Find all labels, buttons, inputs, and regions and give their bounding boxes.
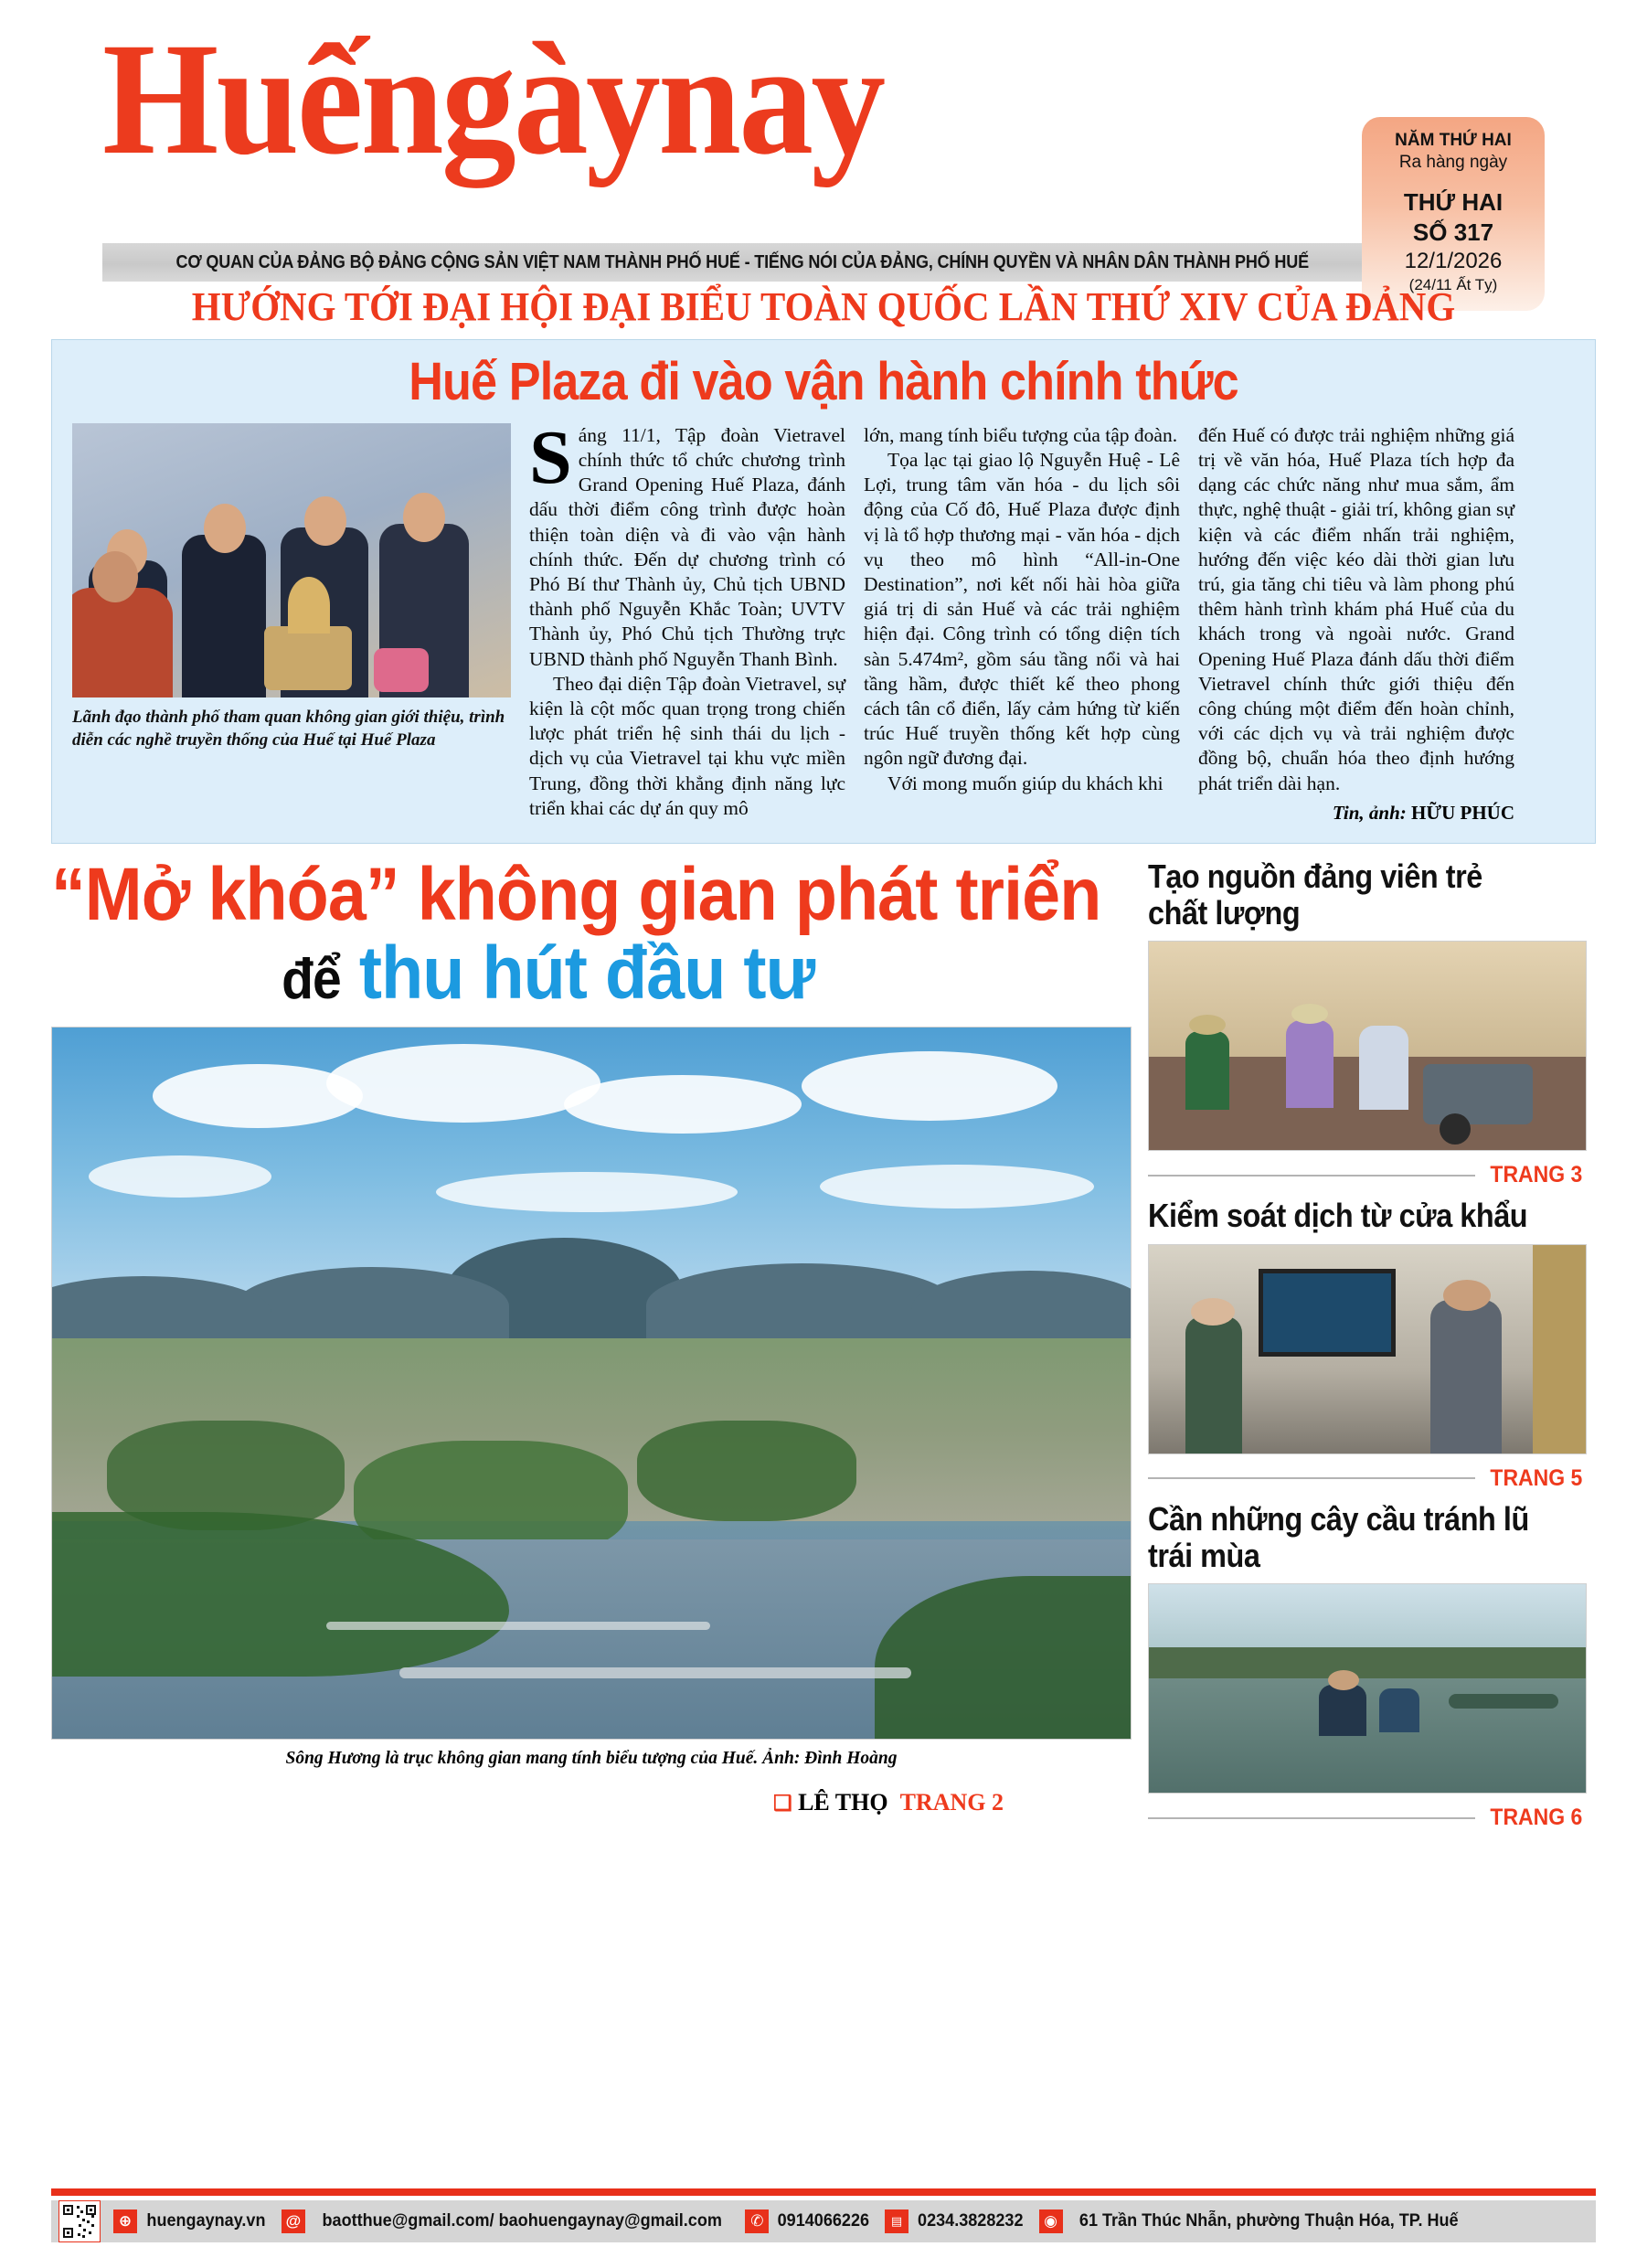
sidebar-footer-3 (1148, 1805, 1587, 1831)
feature-byline (51, 1789, 1132, 1816)
address-text: 61 Trần Thúc Nhẫn, phường Thuận Hóa, TP. Huế (1079, 2211, 1459, 2231)
sidebar-item-3[interactable] (1148, 1501, 1587, 1832)
footer-contact-bar (51, 2200, 1596, 2242)
location-pin-icon: ◉ (1039, 2209, 1063, 2233)
email-text: baotthue@gmail.com/ baohuengaynay@gmail.com (322, 2211, 722, 2231)
footer-address (1039, 2209, 1469, 2233)
footer-rule (51, 2188, 1596, 2196)
sidebar-photo-border-control (1148, 1244, 1587, 1454)
paragraph: Sáng 11/1, Tập đoàn Vietravel chính thức tổ chức chương trình Grand Opening Huế Plaza, đánh dấu thời điểm công trình được hoàn thiện toàn diện và đi vào vận hành chính thức. Đến dự chương trình có Phó Bí thư Thành ủy, Chủ tịch UBND thành phố Nguyễn Khắc Toàn; UVTV Thành ủy, Phó Chủ tịch Thường trực UBND thành phố Nguyễn Thanh Bình. (529, 414, 845, 670)
masthead (51, 0, 1596, 294)
footer (51, 2188, 1596, 2242)
sidebar-page-ref[interactable]: TRANG 6 (1490, 1805, 1583, 1831)
top-article-column-2 (529, 414, 845, 825)
feature-section (51, 852, 1596, 1832)
feature-headline-line2 (51, 932, 1045, 1016)
top-article-text-col3 (1198, 423, 1514, 796)
paragraph: lớn, mang tính biểu tượng của tập đoàn. (864, 423, 1178, 446)
issue-year: NĂM THỨ HAI (1395, 131, 1512, 150)
paragraph: đến Huế có được trải nghiệm những giá trị về văn hóa, Huế Plaza tích hợp đa dạng các chức năng như mua sắm, ẩm thực, nghệ thuật - giải trí, không gian sự kiện và các điểm nhấn trải nghiệm, hướng đến việc kéo dài thời gian lưu trú, gia tăng chi tiêu và làm phong phú thêm hành trình khám phá Huế của du khách trong và ngoài nước. Grand Opening Huế Plaza đánh dấu thời điểm Vietravel chính thức giới thiệu đến công chúng một điểm đến hoàn chỉnh, với các dịch vụ và trải nghiệm được đồng bộ, chuẩn hóa theo định hướng phát triển dài hạn. (1198, 423, 1514, 794)
feature-headline-blue: thu hút đầu tư (358, 932, 815, 1016)
sidebar-headline[interactable]: Cần những cây cầu tránh lũ trái mùa (1148, 1499, 1529, 1574)
sidebar-footer-1 (1148, 1162, 1587, 1188)
top-article-text-col1 (529, 414, 845, 821)
top-article-byline (1198, 802, 1514, 825)
top-article-body (72, 414, 1575, 825)
feature-author: LÊ THỌ (798, 1789, 888, 1816)
feature-photo-caption: Sông Hương là trục không gian mang tính biểu tượng của Huế. Ảnh: Đình Hoàng (285, 1749, 898, 1769)
sidebar-footer-2 (1148, 1465, 1587, 1492)
issue-weekday: THỨ HAI (1403, 188, 1504, 217)
sidebar (1148, 858, 1587, 1832)
footer-website[interactable] (113, 2209, 269, 2233)
sidebar-headline[interactable]: Tạo nguồn đảng viên trẻ chất lượng (1148, 857, 1482, 932)
masthead-logo[interactable] (102, 10, 942, 188)
sidebar-photo-workers (1148, 941, 1587, 1151)
top-article-column-1 (72, 423, 511, 825)
sidebar-photo-flood (1148, 1583, 1587, 1794)
fax-icon: ▤ (885, 2209, 909, 2233)
issue-date: 12/1/2026 (1404, 249, 1503, 274)
sidebar-page-ref[interactable]: TRANG 5 (1490, 1464, 1583, 1491)
top-article-column-4 (1198, 423, 1514, 825)
top-article-photo (72, 423, 511, 697)
feature-headline[interactable] (51, 852, 1101, 1016)
byline-name: HỮU PHÚC (1411, 801, 1514, 824)
footer-phone[interactable] (745, 2209, 872, 2233)
top-article-column-3 (864, 423, 1180, 825)
footer-fax[interactable] (885, 2209, 1026, 2233)
top-article-text-col2 (864, 423, 1180, 796)
feature-article[interactable] (51, 852, 1132, 1832)
sidebar-headline[interactable]: Kiểm soát dịch từ cửa khẩu (1148, 1197, 1528, 1235)
globe-icon: ⊕ (113, 2209, 137, 2233)
feature-headline-de: để (282, 948, 341, 1012)
feature-headline-line1: “Mở khóa” không gian phát triển (51, 852, 1101, 936)
top-article-headline[interactable]: Huế Plaza đi vào vận hành chính thức (409, 352, 1238, 411)
congress-banner: HƯỚNG TỚI ĐẠI HỘI ĐẠI BIỂU TOÀN QUỐC LẦN THỨ XIV CỦA ĐẢNG (191, 284, 1456, 329)
paragraph: Tọa lạc tại giao lộ Nguyễn Huệ - Lê Lợi, trung tâm văn hóa - du lịch sôi động của Cố đô, Huế Plaza được định vị là tổ hợp thương mại - văn hóa - dịch vụ theo mô hình “All-in-One Destination”, nơi kết nối hài hòa giữa giá trị di sản Huế và các trải nghiệm hiện đại. Công trình có tổng diện tích sàn 5.474m², gồm sáu tầng nổi và hai tầng hầm, được thiết kế theo phong cách tân cổ điển, lấy cảm hứng từ kiến trúc Huế truyền thống kết hợp cùng ngôn ngữ đương đại. (864, 449, 1180, 770)
masthead-tagline: CƠ QUAN CỦA ĐẢNG BỘ ĐẢNG CỘNG SẢN VIỆT NAM THÀNH PHỐ HUẾ - TIẾNG NÓI CỦA ĐẢNG, CHÍNH QUYỀN VÀ NHÂN DÂN THÀNH PHỐ HUẾ (175, 251, 1309, 272)
divider (1148, 1817, 1475, 1819)
fax-text: 0234.3828232 (918, 2211, 1024, 2231)
sidebar-item-2[interactable] (1148, 1198, 1587, 1491)
paragraph: Theo đại diện Tập đoàn Vietravel, sự kiện là cột mốc quan trọng trong chiến lược phát triển hệ sinh thái du lịch - dịch vụ của Vietravel tại khu vực miền Trung, đồng thời khẳng định năng lực triển khai các dự án quy mô (529, 672, 845, 819)
at-icon: @ (282, 2209, 305, 2233)
qr-code-icon[interactable] (58, 2200, 101, 2242)
feature-photo-river (51, 1027, 1132, 1740)
sidebar-page-ref[interactable]: TRANG 3 (1490, 1162, 1583, 1188)
bullet-square-icon: ❑ (772, 1792, 792, 1815)
issue-lunar-date: (24/11 Ất Tỵ) (1408, 276, 1498, 294)
phone-icon: ✆ (745, 2209, 769, 2233)
top-article[interactable] (51, 339, 1596, 844)
footer-email[interactable] (282, 2209, 732, 2233)
masthead-logo-text: Huếngàynay (102, 10, 884, 188)
sidebar-item-1[interactable] (1148, 858, 1587, 1189)
top-article-photo-caption: Lãnh đạo thành phố tham quan không gian giới thiệu, trình diễn các nghề truyền thống của Huế tại Huế Plaza (72, 707, 505, 750)
feature-page-ref[interactable]: TRANG 2 (899, 1789, 1004, 1816)
divider (1148, 1477, 1475, 1479)
issue-frequency: Ra hàng ngày (1398, 152, 1508, 172)
masthead-tagline-bar (102, 243, 1382, 282)
issue-date-box (1362, 117, 1545, 311)
website-text: huengaynay.vn (146, 2211, 266, 2231)
paragraph: Với mong muốn giúp du khách khi (887, 772, 1164, 794)
issue-number: SỐ 317 (1412, 218, 1494, 246)
byline-label: Tin, ảnh: (1332, 801, 1407, 824)
phone-text: 0914066226 (777, 2211, 870, 2231)
divider (1148, 1175, 1475, 1177)
